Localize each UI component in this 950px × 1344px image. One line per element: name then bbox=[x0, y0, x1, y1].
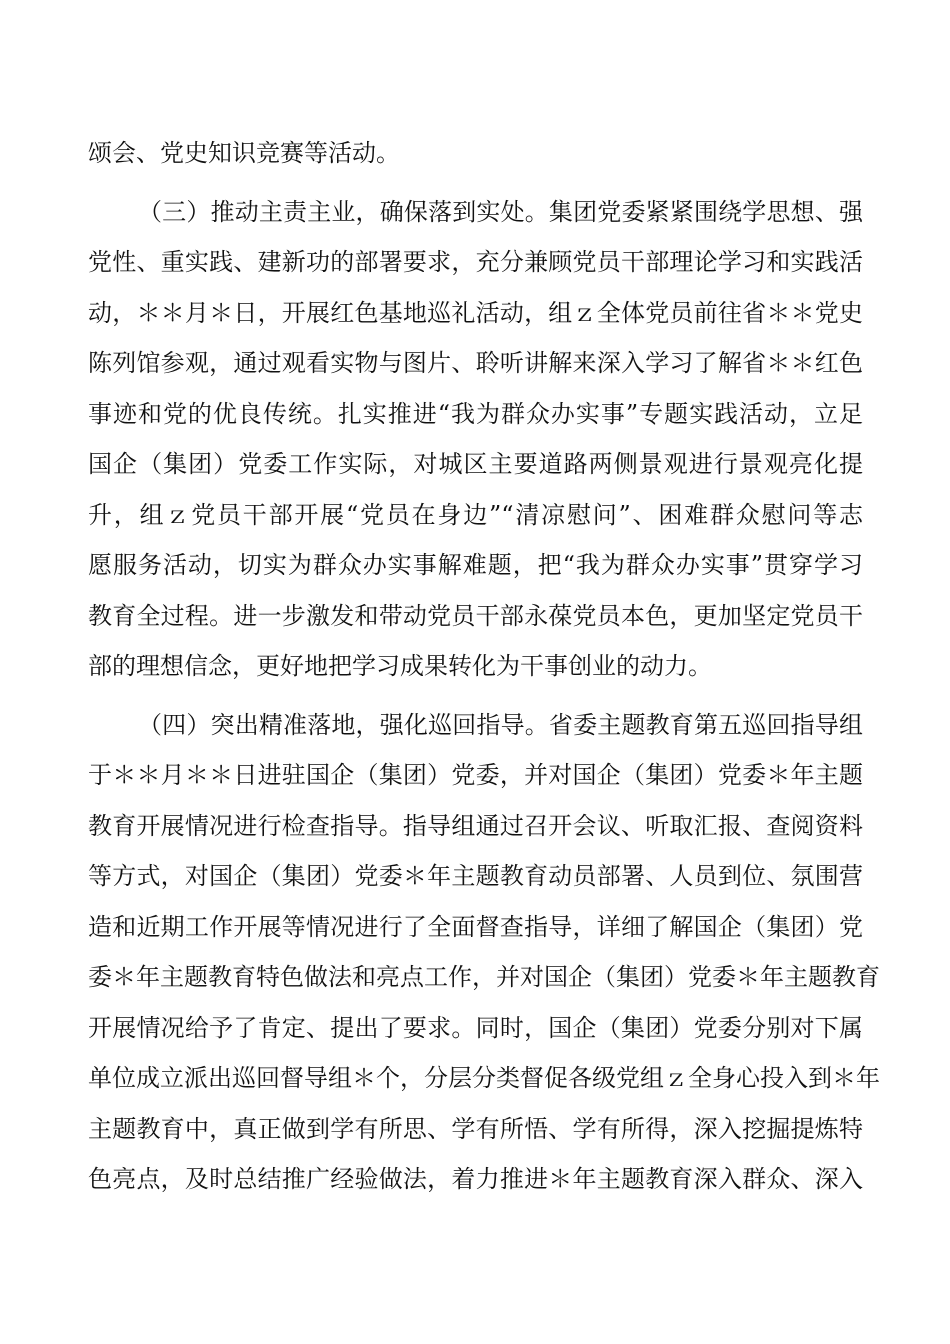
text-line: 开展情况给予了肯定、提出了要求。同时，国企（集团）党委分别对下属 bbox=[88, 1013, 863, 1042]
text-line: 党性、重实践、建新功的部署要求，充分兼顾党员干部理论学习和实践活 bbox=[88, 248, 863, 276]
text-line: 于＊＊月＊＊日进驻国企（集团）党委，并对国企（集团）党委＊年主题 bbox=[88, 761, 863, 789]
text-line: 委＊年主题教育特色做法和亮点工作，并对国企（集团）党委＊年主题教育 bbox=[88, 963, 880, 991]
text-line: 造和近期工作开展等情况进行了全面督查指导，详细了解国企（集团）党 bbox=[88, 912, 863, 941]
text-line: 事迹和党的优良传统。扎实推进“我为群众办实事”专题实践活动，立足 bbox=[88, 399, 863, 428]
text-line: 教育开展情况进行检查指导。指导组通过召开会议、听取汇报、查阅资料 bbox=[88, 811, 863, 840]
paragraph-gap bbox=[88, 692, 863, 700]
paragraph-gap bbox=[88, 179, 863, 187]
text-line: 部的理想信念，更好地把学习成果转化为干事创业的动力。 bbox=[88, 652, 712, 680]
text-line: （四）突出精准落地，强化巡回指导。省委主题教育第五巡回指导组 bbox=[138, 710, 863, 739]
text-line: （三）推动主责主业，确保落到实处。集团党委紧紧围绕学思想、强 bbox=[138, 197, 863, 226]
text-line: 愿服务活动，切实为群众办实事解难题，把“我为群众办实事”贯穿学习 bbox=[88, 551, 863, 579]
text-line: 等方式，对国企（集团）党委＊年主题教育动员部署、人员到位、氛围营 bbox=[88, 862, 863, 890]
text-line: 陈列馆参观，通过观看实物与图片、聆听讲解来深入学习了解省＊＊红色 bbox=[88, 349, 863, 377]
text-line: 单位成立派出巡回督导组＊个，分层分类督促各级党组ｚ全身心投入到＊年 bbox=[88, 1064, 880, 1092]
text-line: 升，组ｚ党员干部开展“党员在身边”“清凉慰问”、困难群众慰问等志 bbox=[88, 500, 863, 529]
document-body bbox=[88, 128, 880, 1205]
text-line: 色亮点，及时总结推广经验做法，着力推进＊年主题教育深入群众、深入 bbox=[88, 1165, 863, 1193]
text-line: 颂会、党史知识竞赛等活动。 bbox=[88, 139, 400, 167]
text-line: 主题教育中，真正做到学有所思、学有所悟、学有所得，深入挖掘提炼特 bbox=[88, 1114, 863, 1143]
text-line: 国企（集团）党委工作实际，对城区主要道路两侧景观进行景观亮化提 bbox=[88, 450, 863, 478]
text-line: 教育全过程。进一步激发和带动党员干部永葆党员本色，更加坚定党员干 bbox=[88, 601, 863, 630]
text-line: 动，＊＊月＊日，开展红色基地巡礼活动，组ｚ全体党员前往省＊＊党史 bbox=[88, 298, 863, 327]
